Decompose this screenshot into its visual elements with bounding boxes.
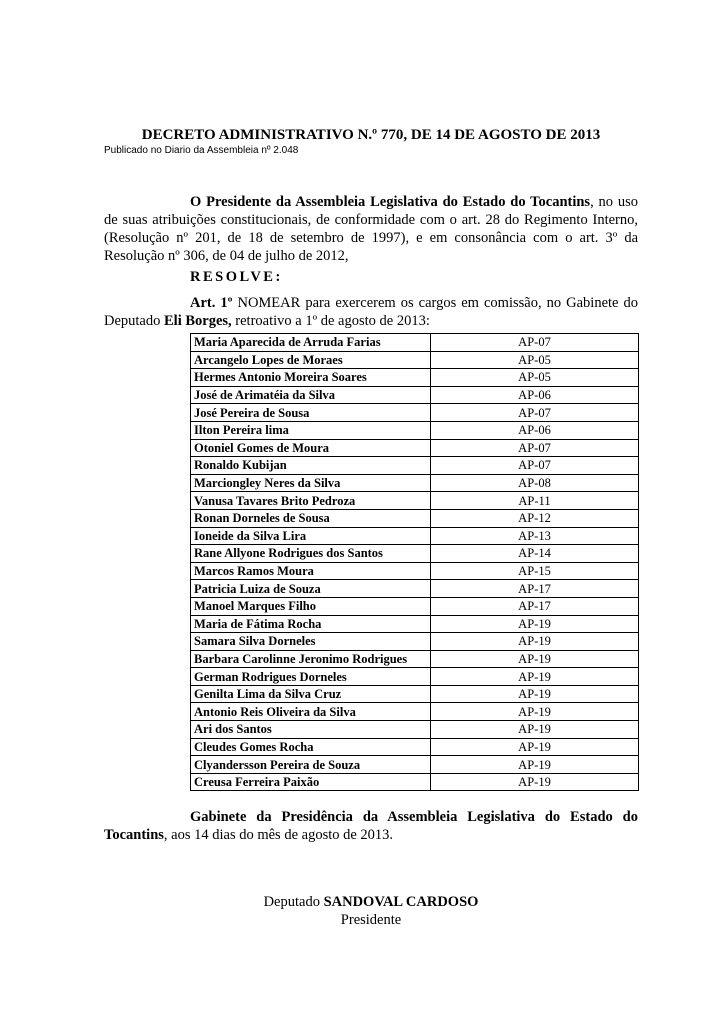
position-code: AP-19	[431, 615, 639, 633]
resolve-heading: RESOLVE:	[190, 269, 283, 285]
appointee-name: Genilta Lima da Silva Cruz	[191, 685, 431, 703]
table-row	[191, 738, 639, 756]
table-row	[191, 668, 639, 686]
position-code: AP-06	[431, 421, 639, 439]
appointee-name: Clyandersson Pereira de Souza	[191, 756, 431, 774]
table-row	[191, 439, 639, 457]
table-row	[191, 580, 639, 598]
table-row	[191, 545, 639, 563]
appointee-name: Ronan Dorneles de Sousa	[191, 509, 431, 527]
article-label: Art. 1º	[190, 295, 233, 311]
article-paragraph	[104, 294, 638, 330]
signature-role: Presidente	[340, 912, 402, 928]
position-code: AP-19	[431, 738, 639, 756]
table-row	[191, 334, 639, 352]
publication-note: Publicado no Diario da Assembleia nº 2.048	[104, 145, 299, 156]
signature-prefix: Deputado	[263, 894, 324, 910]
table-row	[191, 633, 639, 651]
position-code: AP-14	[431, 545, 639, 563]
appointee-name: Marcos Ramos Moura	[191, 562, 431, 580]
position-code: AP-07	[431, 457, 639, 475]
appointee-name: Maria de Fátima Rocha	[191, 615, 431, 633]
appointee-name: Ilton Pereira lima	[191, 421, 431, 439]
table-row	[191, 703, 639, 721]
position-code: AP-19	[431, 668, 639, 686]
appointee-name: Marciongley Neres da Silva	[191, 474, 431, 492]
appointments-table	[190, 333, 639, 791]
table-row	[191, 369, 639, 387]
table-row	[191, 756, 639, 774]
table-row	[191, 527, 639, 545]
position-code: AP-19	[431, 703, 639, 721]
table-row	[191, 492, 639, 510]
appointee-name: Creusa Ferreira Paixão	[191, 773, 431, 791]
table-row	[191, 404, 639, 422]
table-row	[191, 773, 639, 791]
appointee-name: Hermes Antonio Moreira Soares	[191, 369, 431, 387]
appointee-name: Samara Silva Dorneles	[191, 633, 431, 651]
appointee-name: Ioneide da Silva Lira	[191, 527, 431, 545]
appointee-name: Rane Allyone Rodrigues dos Santos	[191, 545, 431, 563]
table-row	[191, 685, 639, 703]
position-code: AP-19	[431, 773, 639, 791]
closing-place: Gabinete da Presidência da Assembleia Legislativa do Estado do Tocantins	[104, 809, 638, 843]
appointee-name: José Pereira de Sousa	[191, 404, 431, 422]
appointee-name: José de Arimatéia da Silva	[191, 386, 431, 404]
table-row	[191, 650, 639, 668]
article-text-1: NOMEAR para exercerem os cargos em comissão, no Gabinete do Deputado	[104, 295, 638, 329]
position-code: AP-07	[431, 404, 639, 422]
closing-paragraph	[104, 808, 638, 844]
closing-date: , aos 14 dias do mês de agosto de 2013.	[163, 827, 394, 843]
position-code: AP-17	[431, 580, 639, 598]
appointee-name: Barbara Carolinne Jeronimo Rodrigues	[191, 650, 431, 668]
position-code: AP-06	[431, 386, 639, 404]
position-code: AP-07	[431, 439, 639, 457]
decree-title: DECRETO ADMINISTRATIVO N.º 770, DE 14 DE AGOSTO DE 2013	[141, 127, 601, 143]
position-code: AP-07	[431, 334, 639, 352]
signature-block	[104, 893, 638, 929]
position-code: AP-19	[431, 633, 639, 651]
table-row	[191, 509, 639, 527]
signature-name: SANDOVAL CARDOSO	[323, 894, 479, 910]
table-row	[191, 597, 639, 615]
table-row	[191, 562, 639, 580]
appointee-name: Vanusa Tavares Brito Pedroza	[191, 492, 431, 510]
article-text-2: retroativo a 1º de agosto de 2013:	[231, 313, 430, 329]
preamble-paragraph	[104, 193, 638, 265]
position-code: AP-11	[431, 492, 639, 510]
table-row	[191, 474, 639, 492]
position-code: AP-19	[431, 721, 639, 739]
position-code: AP-13	[431, 527, 639, 545]
position-code: AP-12	[431, 509, 639, 527]
position-code: AP-19	[431, 650, 639, 668]
preamble-authority: O Presidente da Assembleia Legislativa do Estado do Tocantins	[190, 194, 591, 210]
appointee-name: Cleudes Gomes Rocha	[191, 738, 431, 756]
position-code: AP-17	[431, 597, 639, 615]
table-row	[191, 351, 639, 369]
table-row	[191, 386, 639, 404]
position-code: AP-19	[431, 756, 639, 774]
appointee-name: Patricia Luiza de Souza	[191, 580, 431, 598]
table-row	[191, 421, 639, 439]
table-row	[191, 721, 639, 739]
appointments-table-body	[191, 334, 639, 791]
position-code: AP-05	[431, 369, 639, 387]
appointee-name: Otoniel Gomes de Moura	[191, 439, 431, 457]
preamble-text: , no uso de suas atribuições constitucionais, de conformidade com o art. 28 do Regimento Interno, (Resolução nº 201, de 18 de setembro de 1997), e em consonância com o art. 3º da Resolução nº 306, de 04 de julho de 2012,	[104, 194, 638, 264]
signature-line	[104, 893, 638, 911]
appointee-name: German Rodrigues Dorneles	[191, 668, 431, 686]
table-row	[191, 615, 639, 633]
appointee-name: Ari dos Santos	[191, 721, 431, 739]
appointee-name: Antonio Reis Oliveira da Silva	[191, 703, 431, 721]
appointee-name: Manoel Marques Filho	[191, 597, 431, 615]
position-code: AP-19	[431, 685, 639, 703]
appointee-name: Maria Aparecida de Arruda Farias	[191, 334, 431, 352]
position-code: AP-15	[431, 562, 639, 580]
table-row	[191, 457, 639, 475]
appointee-name: Ronaldo Kubijan	[191, 457, 431, 475]
position-code: AP-08	[431, 474, 639, 492]
position-code: AP-05	[431, 351, 639, 369]
article-deputy: Eli Borges,	[164, 313, 232, 329]
appointee-name: Arcangelo Lopes de Moraes	[191, 351, 431, 369]
